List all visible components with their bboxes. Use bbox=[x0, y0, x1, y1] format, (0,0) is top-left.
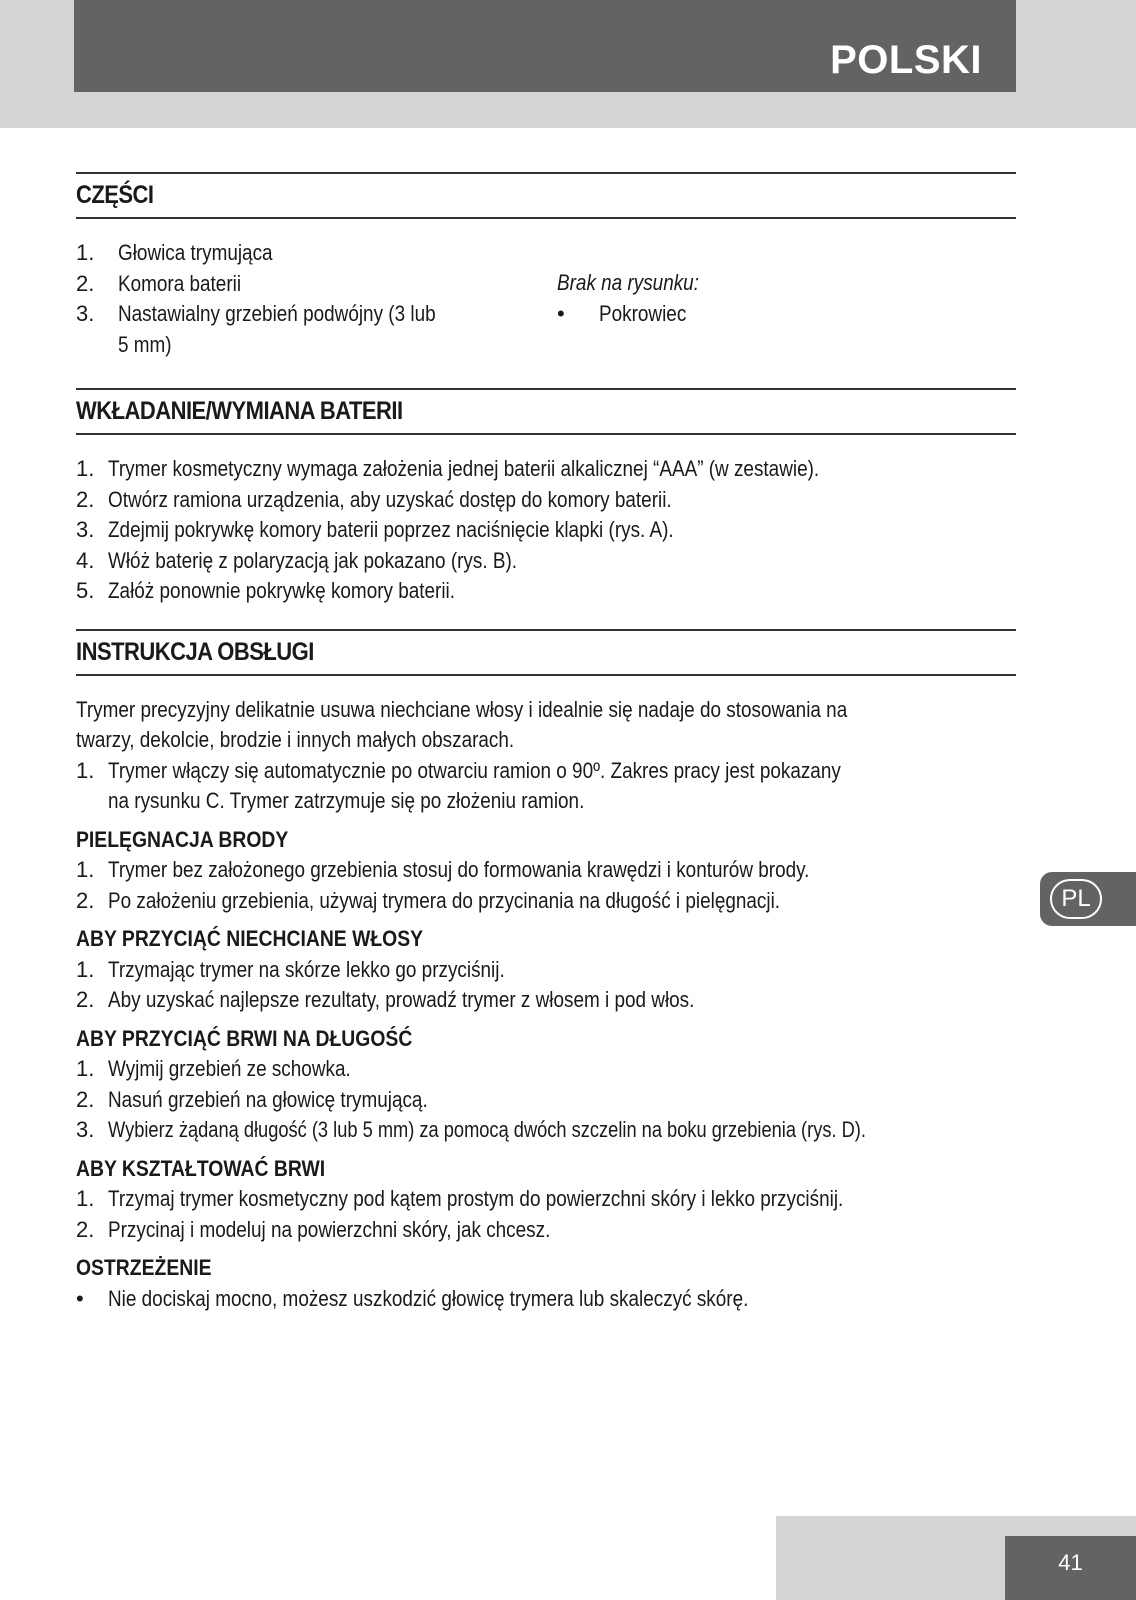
subsection-title: ABY PRZYCIĄĆ NIECHCIANE WŁOSY bbox=[76, 926, 424, 951]
instructions-section-header bbox=[76, 629, 1016, 676]
parts-item: 3. Nastawialny grzebień podwójny (3 lub 5 mm) bbox=[76, 299, 536, 360]
battery-heading: WKŁADANIE/WYMIANA BATERII bbox=[76, 397, 403, 425]
list-item: 4. Włóż baterię z polaryzacją jak pokazano (rys. B). bbox=[76, 547, 518, 573]
list-item: 2. Nasuń grzebień na głowicę trymującą. bbox=[76, 1086, 428, 1112]
list-item: 1. Trzymaj trymer kosmetyczny pod kątem prostym do powierzchni skóry i lekko przyciśnij. bbox=[76, 1186, 844, 1211]
not-shown-item bbox=[557, 299, 722, 330]
parts-list bbox=[76, 238, 536, 360]
not-shown-item-text: Pokrowiec bbox=[599, 300, 687, 326]
subsection-title: ABY KSZTAŁTOWAĆ BRWI bbox=[76, 1155, 326, 1181]
instructions-intro-cont: twarzy, dekolcie, brodzie i innych małych obszarach. bbox=[76, 727, 515, 752]
subsection-title: PIELĘGNACJA BRODY bbox=[76, 826, 289, 852]
warning-title: OSTRZEŻENIE bbox=[76, 1255, 212, 1280]
not-shown-label: Brak na rysunku: bbox=[557, 270, 699, 295]
list-item: 1. Trymer kosmetyczny wymaga założenia jednej baterii alkalicznej “AAA” (w zestawie). bbox=[76, 456, 820, 481]
battery-steps bbox=[76, 454, 1016, 607]
warning-item: • Nie dociskaj mocno, możesz uszkodzić głowicę trymera lub skaleczyć skórę. bbox=[76, 1284, 1016, 1315]
list-item: 5. Załóż ponownie pokrywkę komory baterii. bbox=[76, 578, 456, 603]
parts-item-text: Nastawialny grzebień podwójny (3 lub bbox=[118, 301, 436, 326]
parts-heading: CZĘŚCI bbox=[76, 181, 154, 209]
language-tab bbox=[1040, 872, 1136, 926]
list-item: 2. Po założeniu grzebienia, używaj trymera do przycinania na długość i pielęgnacji. bbox=[76, 887, 781, 913]
instructions-heading: INSTRUKCJA OBSŁUGI bbox=[76, 637, 314, 666]
parts-item: 2. Komora baterii bbox=[76, 269, 536, 300]
page-content bbox=[76, 172, 1016, 1314]
list-item: 1. Trymer włączy się automatycznie po otwarciu ramion o 90º. Zakres pracy jest pokazany na rysunku C. Trymer zatrzymuje się po złożeniu ramion. bbox=[76, 757, 841, 813]
parts-item-text-cont: 5 mm) bbox=[118, 331, 172, 357]
parts-item: 1. Głowica trymująca bbox=[76, 238, 536, 269]
list-item: 1. Trzymając trymer na skórze lekko go przyciśnij. bbox=[76, 956, 505, 982]
instructions-intro: Trymer precyzyjny delikatnie usuwa niechciane włosy i idealnie się nadaje do stosowania na bbox=[76, 696, 848, 722]
bullet-icon: • bbox=[557, 300, 565, 326]
list-item: 1. Wyjmij grzebień ze schowka. bbox=[76, 1056, 351, 1081]
list-item: 3. Zdejmij pokrywkę komory baterii poprzez naciśnięcie klapki (rys. A). bbox=[76, 517, 674, 542]
parts-item-text: Głowica trymująca bbox=[118, 240, 273, 265]
page-number-box bbox=[1005, 1536, 1136, 1600]
list-item: 3. Wybierz żądaną długość (3 lub 5 mm) za pomocą dwóch szczelin na boku grzebienia (rys. D). bbox=[76, 1117, 866, 1142]
language-title: POLSKI bbox=[830, 38, 982, 82]
page-number: 41 bbox=[1058, 1550, 1083, 1575]
parts-item-text: Komora baterii bbox=[118, 270, 242, 296]
language-code-badge: PL bbox=[1050, 879, 1102, 919]
parts-section bbox=[76, 238, 1016, 388]
list-item: 2. Aby uzyskać najlepsze rezultaty, prowadź trymer z włosem i pod włos. bbox=[76, 987, 695, 1012]
list-item: 2. Przycinaj i modeluj na powierzchni skóry, jak chcesz. bbox=[76, 1216, 551, 1242]
bullet-icon: • bbox=[76, 1285, 84, 1311]
subsection-title: ABY PRZYCIĄĆ BRWI NA DŁUGOŚĆ bbox=[76, 1025, 413, 1051]
list-item: 2. Otwórz ramiona urządzenia, aby uzyskać dostęp do komory baterii. bbox=[76, 486, 672, 512]
list-item: 1. Trymer bez założonego grzebienia stosuj do formowania krawędzi i konturów brody. bbox=[76, 857, 810, 882]
parts-section-header bbox=[76, 172, 1016, 219]
not-shown-block bbox=[557, 268, 722, 329]
language-header-bar bbox=[74, 0, 1016, 92]
battery-section-header bbox=[76, 388, 1016, 435]
